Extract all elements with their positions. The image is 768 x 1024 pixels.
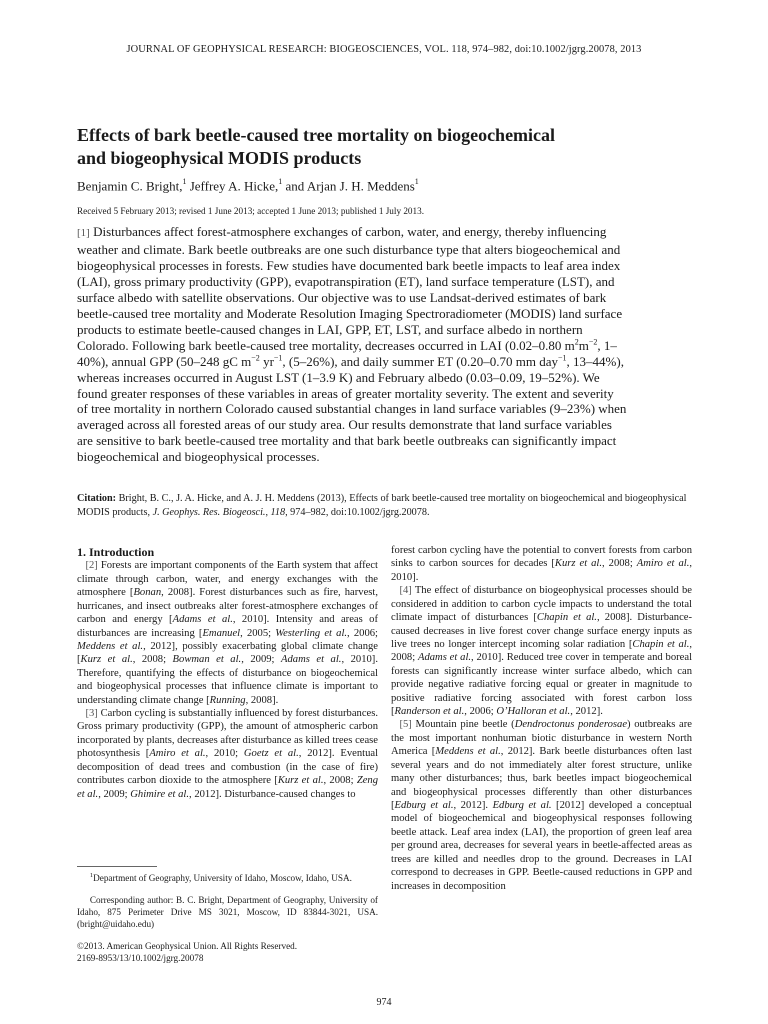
citation-text: , 974–982, doi:10.1002/jgrg.20078.: [285, 506, 430, 518]
superscript: 2: [574, 337, 579, 347]
footnote-divider: [77, 866, 157, 867]
citation-text: ,: [265, 506, 271, 518]
copyright-line: ©2013. American Geophysical Union. All Rights Reserved.: [77, 941, 298, 952]
footnote-mark: 1: [89, 872, 94, 879]
citation-label: Citation:: [77, 493, 117, 504]
abstract: [77, 224, 627, 465]
title-line-2: and biogeophysical MODIS products: [77, 148, 362, 168]
superscript: −2: [588, 337, 598, 347]
corresponding-author: Corresponding author: B. C. Bright, Department of Geography, University of Idaho, 875 Perimeter Drive MS 3021, Moscow, ID 83844-3021, USA. (bright@uidaho.edu): [77, 895, 378, 930]
body-paragraph: forest carbon cycling have the potential to convert forests from carbon sinks to carbon sources for decades [Kurz et al., 2008; Amiro et al., 2010].: [391, 545, 693, 583]
abstract-text: , (5–26%), and daily summer ET (0.20–0.70 mm day: [282, 353, 559, 369]
issn-line: 2169-8953/13/10.1002/jgrg.20078: [77, 953, 204, 964]
superscript: −1: [273, 353, 283, 363]
citation: [77, 492, 695, 519]
citation-volume: 118: [270, 506, 286, 518]
author-name: Benjamin C. Bright,: [77, 178, 183, 194]
body-paragraph: [5] Mountain pine beetle (Dendroctonus ponderosae) outbreaks are the most important nonhuman biotic disturbance in western North America [Meddens et al., 2012]. Bark beetle disturbances often last several years and do not immediately alter forest structure, unlike many other disturbances; thus, bark beetles impact biogeochemical and biogeophysical processes differently than other disturbances [Edburg et al., 2012]. Edburg et al. [2012] developed a conceptual model of biogeochemical and biogeophysical responses following beetle attack. Leaf area index (LAI), the proportion of green leaf area per ground area, decreases for several years in beetle-affected areas as trees are killed and needles drop to the ground. Decreases in LAI correspond to decreases in GPP. Beetle-caused reductions in GPP and increases in decomposition: [391, 719, 692, 892]
abstract-text: , 1–40%), annual GPP (50–248 gC m: [77, 337, 617, 369]
author-affiliation-mark: 1: [414, 177, 419, 186]
abstract-text: m: [578, 337, 589, 353]
title-line-1: Effects of bark beetle-caused tree mortality on biogeochemical: [77, 125, 556, 145]
section-heading: 1. Introduction: [77, 545, 155, 559]
body-paragraph: [2] Forests are important components of the Earth system that affect climate through carbon, water, and energy exchanges with the atmosphere [Bonan, 2008]. Forest disturbances such as fire, harvest, hurricanes, and insect outbreaks alter forest-atmosphere exchanges of carbon and energy [Adams et al., 2010]. Intensity and areas of disturbances are increasing [Emanuel, 2005; Westerling et al., 2006; Meddens et al., 2012], possibly exacerbating global climate change [Kurz et al., 2008; Bowman et al., 2009; Adams et al., 2010]. Therefore, quantifying the effects of disturbance on biogeochemical and biogeophysical processes that influence climate is important to understanding climate change [Running, 2008].: [77, 560, 378, 706]
affiliation-footnote: [77, 870, 378, 884]
page-number: 974: [376, 997, 392, 1008]
body-paragraph: [4] The effect of disturbance on biogeophysical processes should be considered in addition to carbon cycle impacts to understand the total climate impact of disturbances [Chapin et al., 2008]. Disturbance-caused decreases in live forest cover change surface energy inputs as live trees no longer intercept incoming solar radiation [Chapin et al., 2008; Adams et al., 2010]. Reduced tree cover in temperate and boreal forests can significantly increase winter surface albedo, which can provide negative radiative forcing equal or greater in magnitude to positive radiative forcing associated with forest carbon loss [Randerson et al., 2006; O’Halloran et al., 2012].: [391, 585, 693, 718]
body-column-right: [391, 544, 692, 893]
citation-journal: J. Geophys. Res. Biogeosci.: [152, 506, 266, 518]
received-dates: Received 5 February 2013; revised 1 June 2013; accepted 1 June 2013; published 1 July 2013.: [77, 206, 425, 216]
author-name: Jeffrey A. Hicke,: [186, 178, 279, 194]
paper-title: [77, 124, 677, 170]
superscript: −2: [251, 353, 260, 363]
author-name: and Arjan J. H. Meddens: [282, 178, 415, 194]
copyright: [77, 940, 378, 964]
body-paragraph: [3] Carbon cycling is substantially influenced by forest disturbances. Gross primary productivity (GPP), the amount of atmospheric carbon incorporated by plants, decreases after disturbance as killed trees cease photosynthesis [Amiro et al., 2010; Goetz et al., 2012]. Eventual decomposition of dead trees and combustion (in the case of fire) contributes carbon dioxide to the atmosphere [Kurz et al., 2008; Zeng et al., 2009; Ghimire et al., 2012]. Disturbance-caused changes to: [77, 708, 379, 800]
affiliation-text: Department of Geography, University of Idaho, Moscow, Idaho, USA.: [93, 873, 352, 884]
citation-text: Bright, B. C., J. A. Hicke, and A. J. H. Meddens (2013), Effects of bark beetle-caused tree mortality on biogeochemical and biogeophysical MODIS products,: [77, 493, 687, 518]
footnotes: [77, 870, 378, 974]
body-column-left: [77, 546, 378, 801]
author-affiliation-mark: 1: [278, 177, 283, 186]
journal-header: JOURNAL OF GEOPHYSICAL RESEARCH: BIOGEOSCIENCES, VOL. 118, 974–982, doi:10.1002/jgrg.20078, 2013: [126, 44, 642, 55]
author-affiliation-mark: 1: [182, 177, 187, 186]
abstract-text: yr: [259, 353, 274, 369]
superscript: −1: [558, 353, 567, 363]
author-list: [77, 178, 677, 194]
paragraph-number: [1]: [77, 227, 90, 239]
abstract-text: , 13–44%), whereas increases occurred in August LST (1–3.9 K) and February albedo (0.03–0.09, 19–52%). We found greater responses of these variables in areas of greater mortality severity. The extent and severity of tree mortality in northern Colorado caused substantial changes in land surface variables (9–23%) when averaged across all forested areas of our study area. Our results demonstrate that land surface variables are sensitive to bark beetle-caused tree mortality and that bark beetle outbreaks can significantly impact biogeochemical and biogeophysical processes.: [77, 353, 627, 465]
abstract-text: Disturbances affect forest-atmosphere exchanges of carbon, water, and energy, thereby influencing weather and climate. Bark beetle outbreaks are one such disturbance type that alters biogeochemical and biogeophysical processes in forests. Few studies have documented bark beetle impacts to leaf area index (LAI), gross primary productivity (GPP), evapotranspiration (ET), land surface temperature (LST), and surface albedo with satellite observations. Our objective was to use Landsat-derived estimates of bark beetle-caused tree mortality and Moderate Resolution Imaging Spectroradiometer (MODIS) land surface products to estimate beetle-caused changes in LAI, GPP, ET, LST, and surface albedo in northern Colorado. Following bark beetle-caused tree mortality, decreases occurred in LAI (0.02–0.80 m: [77, 224, 623, 353]
